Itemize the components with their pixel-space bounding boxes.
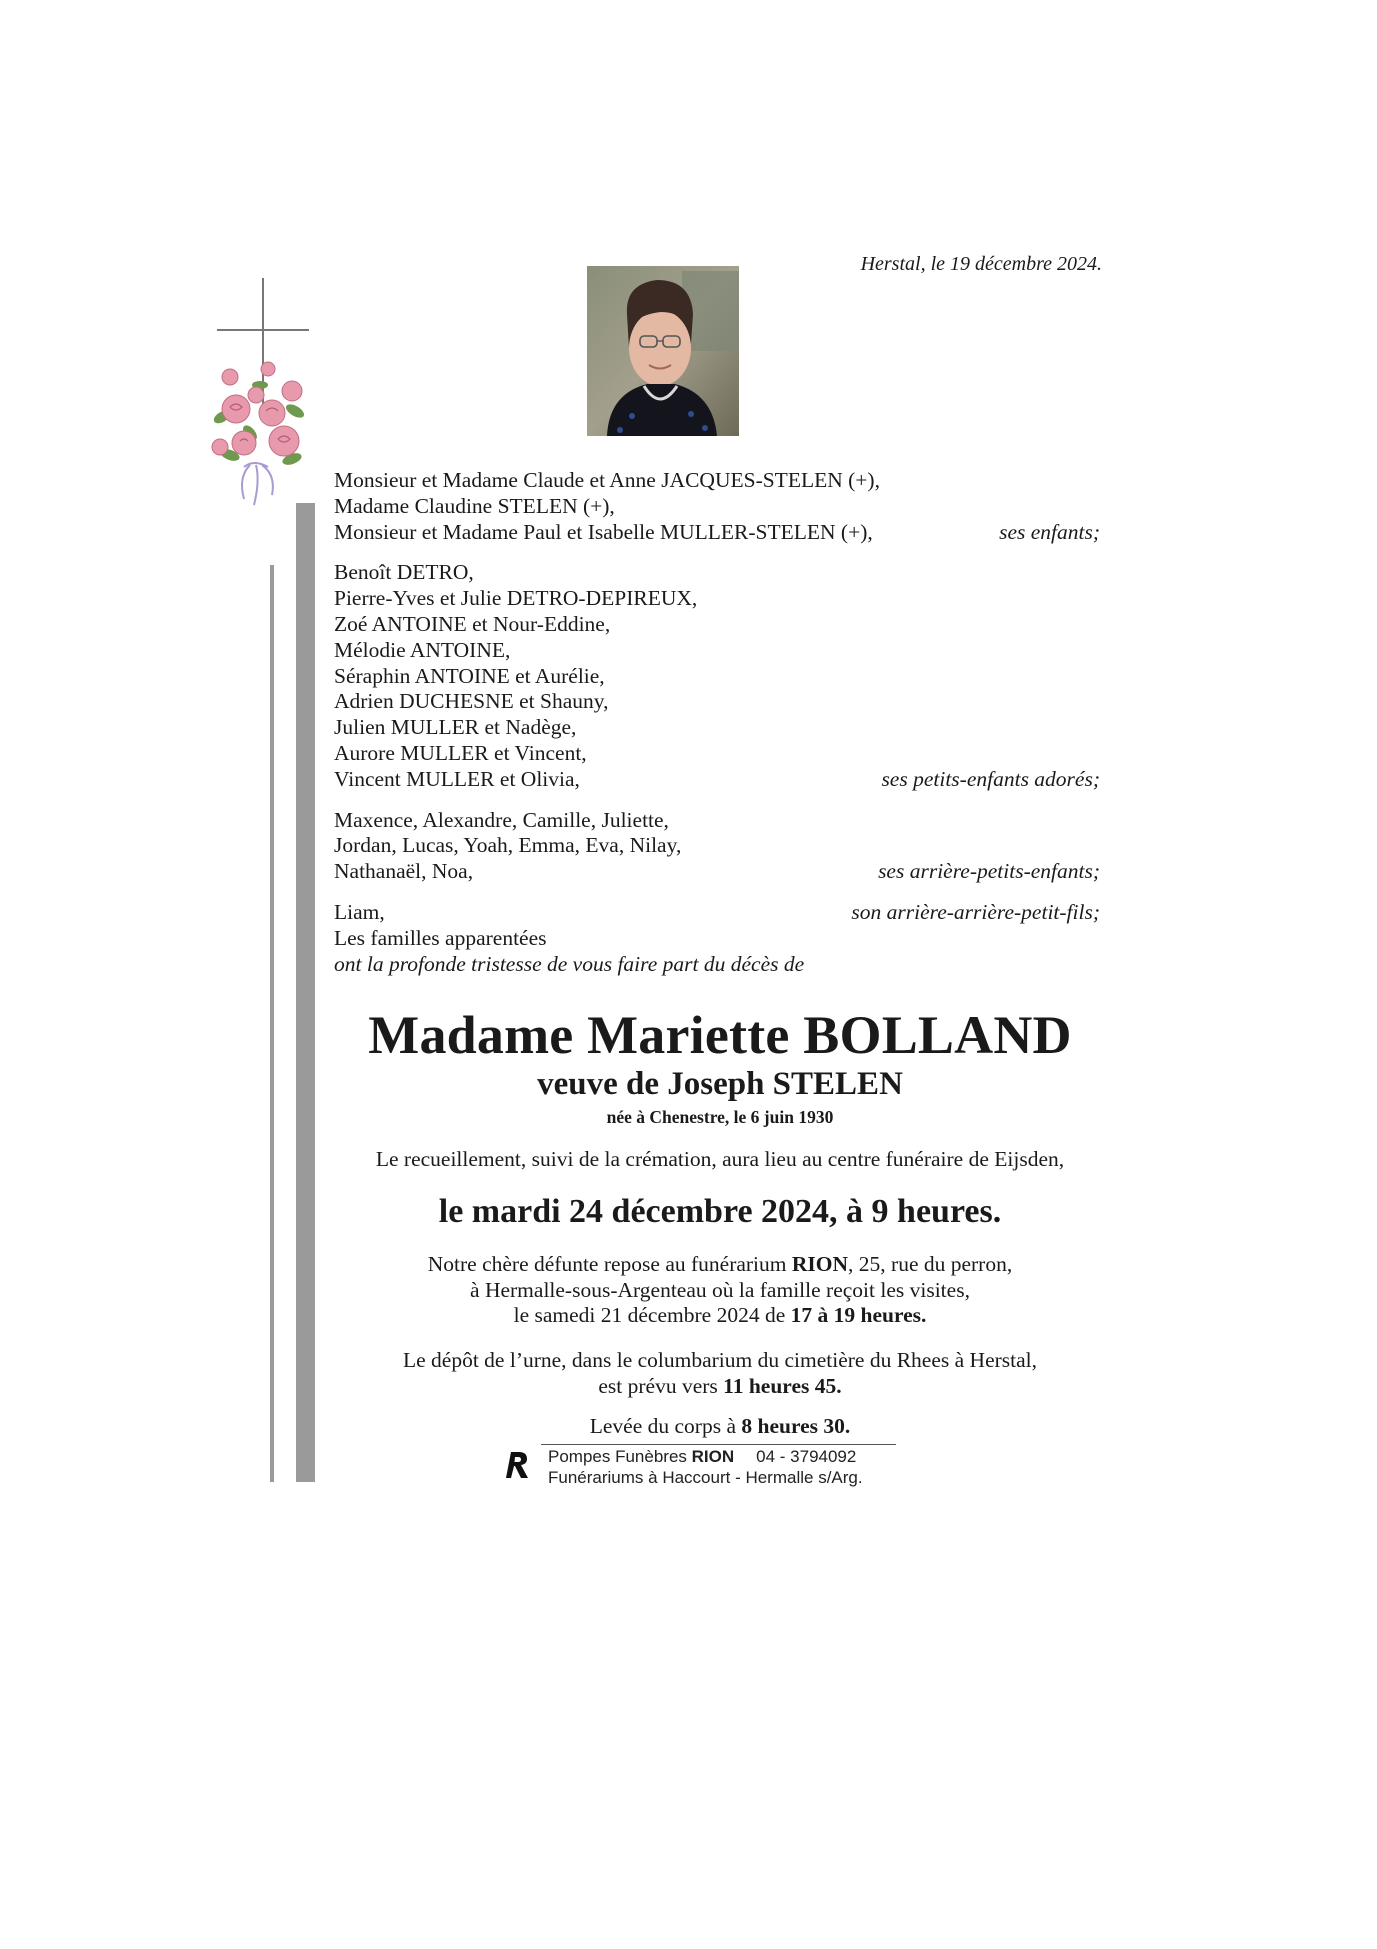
ceremony-date: le mardi 24 décembre 2024, à 9 heures. — [438, 1193, 1002, 1230]
great-great-grandchild-group — [334, 900, 1100, 977]
list-item: Nathanaël, Noa, ses arrière-petits-enfants; — [334, 859, 1100, 884]
list-item: Monsieur et Madame Paul et Isabelle MULLER-STELEN (+), ses enfants; — [334, 519, 1100, 544]
families-line: Les familles apparentées — [334, 925, 547, 950]
levee-time: 8 heures 30. — [741, 1414, 851, 1438]
list-item: Pierre-Yves et Julie DETRO-DEPIREUX, — [334, 586, 698, 611]
company-name: RION — [691, 1447, 735, 1466]
list-item: Vincent MULLER et Olivia, ses petits-enfants adorés; — [334, 766, 1100, 791]
list-item: Liam, son arrière-arrière-petit-fils; — [334, 899, 1100, 924]
list-item: Benoît DETRO, — [334, 560, 474, 585]
portrait-photo — [587, 266, 739, 436]
company-phone: 04 - 3794092 — [756, 1447, 857, 1466]
relation-label: ses enfants; — [999, 519, 1100, 544]
list-item: Aurore MULLER et Vincent, — [334, 740, 587, 765]
funeral-home-name: RION — [791, 1252, 849, 1276]
levee-info: Levée du corps à 8 heures 30. — [589, 1414, 851, 1438]
grandchildren-group — [334, 560, 1100, 792]
visit-info: Notre chère défunte repose au funérarium RION, 25, rue du perron, à Hermalle-sous-Argenteau où la famille reçoit les visites, le samedi 21 décembre 2024 de 17 à 19 heures. — [427, 1252, 1013, 1328]
funeral-company-info: Pompes Funèbres RION 04 - 3794092 Funérariums à Haccourt - Hermalle s/Arg. — [548, 1447, 863, 1487]
list-item: Adrien DUCHESNE et Shauny, — [334, 689, 609, 714]
list-item: Maxence, Alexandre, Camille, Juliette, — [334, 807, 669, 832]
urn-time: 11 heures 45. — [723, 1373, 842, 1398]
great-grandchildren-group — [334, 808, 1100, 885]
list-item: Julien MULLER et Nadège, — [334, 715, 577, 740]
relation-label: ses arrière-petits-enfants; — [878, 859, 1100, 884]
children-group — [334, 468, 1100, 545]
place-date: Herstal, le 19 décembre 2024. — [860, 253, 1102, 275]
list-item: Madame Claudine STELEN (+), — [334, 493, 615, 518]
deceased-name: Madame Mariette BOLLAND — [368, 1005, 1072, 1065]
list-item: Jordan, Lucas, Yoah, Emma, Eva, Nilay, — [334, 833, 682, 858]
announcement-line: ont la profonde tristesse de vous faire part du décès de — [334, 951, 805, 976]
roses-bouquet-icon — [200, 355, 320, 515]
list-item: Zoé ANTOINE et Nour-Eddine, — [334, 611, 611, 636]
list-item: Mélodie ANTOINE, — [334, 637, 511, 662]
widow-of: veuve de Joseph STELEN — [537, 1066, 903, 1102]
cross-bar — [217, 329, 309, 331]
rion-logo-icon — [505, 1450, 531, 1480]
relation-label: ses petits-enfants adorés; — [881, 766, 1100, 791]
relation-label: son arrière-arrière-petit-fils; — [851, 899, 1100, 924]
list-item: Monsieur et Madame Claude et Anne JACQUES-STELEN (+), — [334, 468, 880, 492]
visit-hours: 17 à 19 heures. — [790, 1303, 927, 1328]
footer-divider — [541, 1444, 896, 1445]
list-item: Séraphin ANTOINE et Aurélie, — [334, 663, 605, 688]
ceremony-text: Le recueillement, suivi de la crémation, aura lieu au centre funéraire de Eijsden, — [375, 1147, 1065, 1171]
urn-info: Le dépôt de l’urne, dans le columbarium du cimetière du Rhees à Herstal, est prévu vers 11 heures 45. — [402, 1348, 1038, 1398]
decorative-bar-thick — [296, 503, 315, 1482]
birth-info: née à Chenestre, le 6 juin 1930 — [606, 1107, 834, 1127]
family-list — [334, 468, 1100, 992]
